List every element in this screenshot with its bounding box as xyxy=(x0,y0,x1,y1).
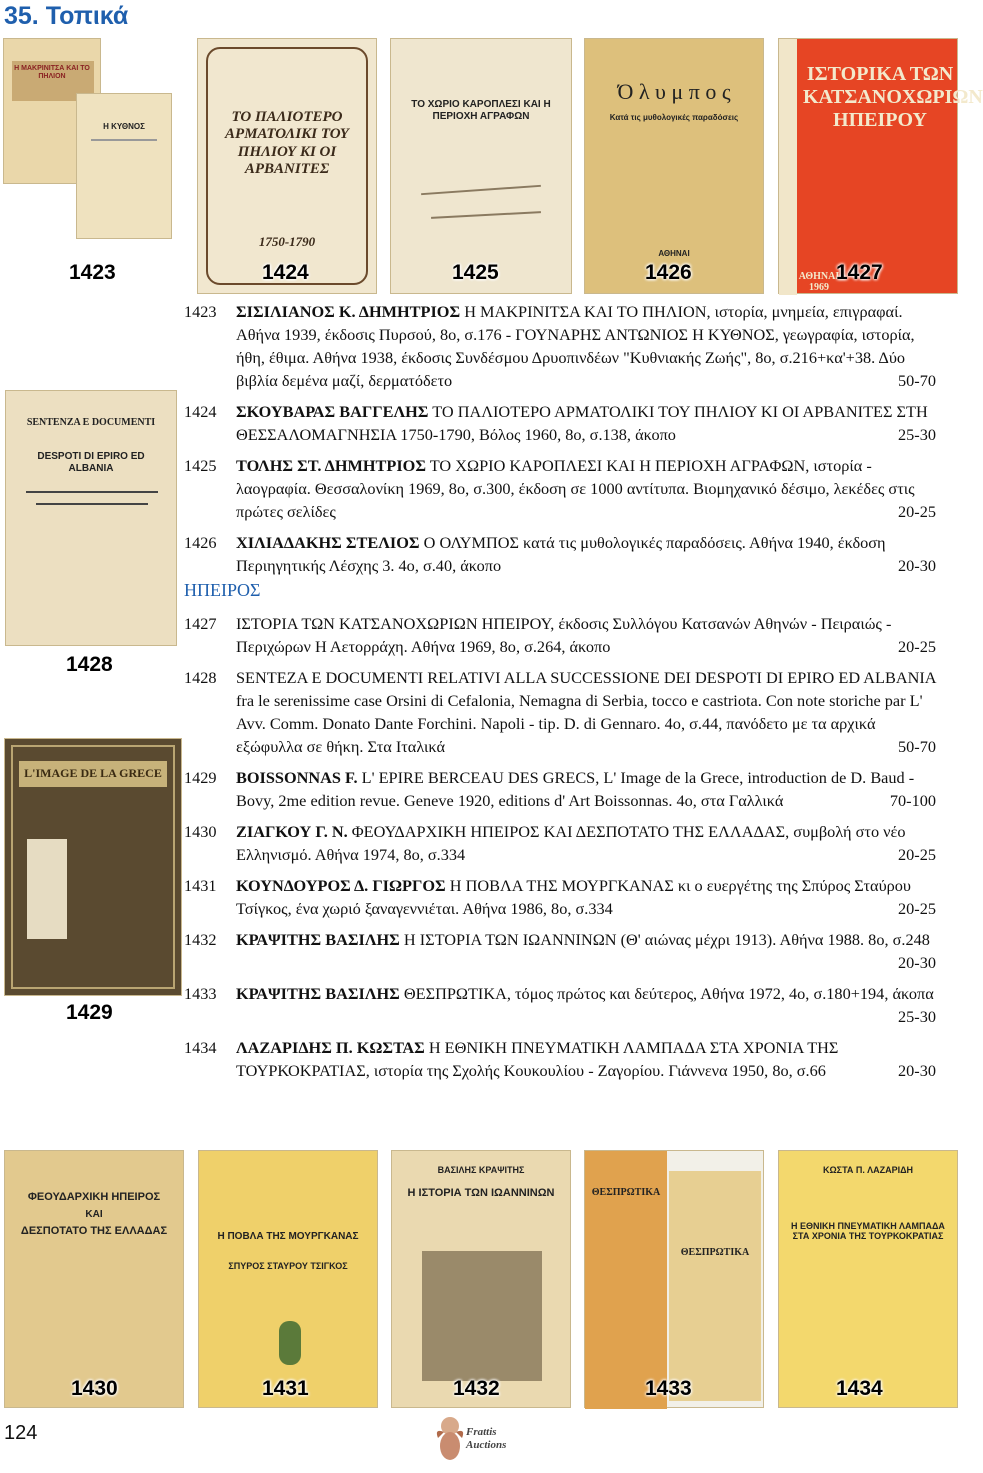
cover-title: Η ΙΣΤΟΡΙΑ ΤΩΝ ΙΩΑΝΝΙΝΩΝ xyxy=(407,1187,555,1199)
lot-estimate: 20-30 xyxy=(898,1061,936,1080)
lot-description: Η ΙΣΤΟΡΙΑ ΤΩΝ ΙΩΑΝΝΙΝΩΝ (Θ' αιώνας μέχρι 1913). Αθήνα 1988. 8ο, σ.248 xyxy=(399,930,930,949)
lot-number: 1428 xyxy=(184,668,217,687)
page-number: 124 xyxy=(4,1422,38,1444)
list-item xyxy=(184,300,936,392)
cover-title: ΤΟ ΠΑΛΙΟΤΕΡΟ ΑΡΜΑΤΟΛΙΚΙ ΤΟΥ ΠΗΛΙΟΥ ΚΙ ΟΙ ΑΡΒΑΝΙΤΕΣ xyxy=(225,109,349,177)
list-item xyxy=(184,1036,936,1082)
logo-line-2: Auctions xyxy=(466,1439,507,1451)
lot-label-1426: 1426 xyxy=(645,261,692,284)
cover-title: L'IMAGE DE LA GRECE xyxy=(24,766,162,780)
cover-title: Η ΜΑΚΡΙΝΙΤΣΑ ΚΑΙ ΤΟ ΠΗΛΙΟΝ xyxy=(14,65,90,81)
lot-label-1424: 1424 xyxy=(262,261,309,284)
lot-label-1432: 1432 xyxy=(453,1377,500,1400)
lot-author: ΧΙΛΙΑΔΑΚΗΣ ΣΤΕΛΙΟΣ xyxy=(236,533,420,552)
cover-year: 1969 xyxy=(809,282,829,293)
lot-estimate: 25-30 xyxy=(898,1007,936,1026)
lot-estimate: 20-25 xyxy=(898,637,936,656)
cover-subtitle: DESPOTI DI EPIRO ED ALBANIA xyxy=(37,451,145,474)
lot-estimate: 50-70 xyxy=(898,371,936,390)
lot-description: Η ΠΟΒΛΑ ΤΗΣ ΜΟΥΡΓΚΑΝΑΣ κι ο ευεργέτης της Σπύρος Σταύρου Τσίγκος, ένα χωριό ξαναγεννιέται. Αθήνα 1986, 8ο, σ.334 xyxy=(236,876,911,918)
cover-subtitle: ΣΠΥΡΟΣ ΣΤΑΥΡΟΥ ΤΣΙΓΚΟΣ xyxy=(228,1261,348,1271)
list-item xyxy=(184,454,936,523)
cover-subtitle: ΔΕΣΠΟΤΑΤΟ ΤΗΣ ΕΛΛΑΔΑΣ xyxy=(20,1225,168,1237)
lot-description: Η ΜΑΚΡΙΝΙΤΣΑ ΚΑΙ ΤΟ ΠΗΛΙΟΝ, ιστορία, μνημεία, επιγραφαί. Αθήνα 1939, έκδοσις Πυρσού, 8ο, σ.176 - ΓΟΥΝΑΡΗΣ ΑΝΤΩΝΙΟΣ Η ΚΥΘΝΟΣ, γεωγραφία, ιστορία, ήθη, έθιμα. Αθήνα 1938, έκδοσις Συνδέσμου Δρυοπινδέων "Κυθνιακής Ζωής", 8ο, σ.216+κα'+38. Δύο βιβλία δεμένα μαζί, δερματόδετο xyxy=(236,302,915,390)
lot-description: ΤΟ ΠΑΛΙΟΤΕΡΟ ΑΡΜΑΤΟΛΙΚΙ ΤΟΥ ΠΗΛΙΟΥ ΚΙ ΟΙ ΑΡΒΑΝΙΤΕΣ ΣΤΗ ΘΕΣΣΑΛΟΜΑΓΝΗΣΙΑ 1750-1790, Βόλος 1960, 8ο, σ.138, άκοπο xyxy=(236,402,928,444)
cover-image-1430 xyxy=(4,1150,184,1408)
lot-description: ΦΕΟΥΔΑΡΧΙΚΗ ΗΠΕΙΡΟΣ ΚΑΙ ΔΕΣΠΟΤΑΤΟ ΤΗΣ ΕΛΛΑΔΑΣ, συμβολή στο νέο Ελληνισμό. Αθήνα 1974, 8ο, σ.334 xyxy=(236,822,906,864)
lot-estimate: 20-30 xyxy=(898,556,936,575)
lot-author: ΚΡΑΨΙΤΗΣ ΒΑΣΙΛΗΣ xyxy=(236,984,400,1003)
lot-description: SENTEZA E DOCUMENTI RELATIVI ALLA SUCCESSIONE DEI DESPOTI DI EPIRO ED ALBANIA fra le serenissime case Orsini di Cefalonia, Nemagna di Serbia, tocco e castriota. Con note storiche par L' Avv. Comm. Donato Dante Forchini. Napoli - tip. D. di Gennaro. 4ο, σ.44, πανόδετο με τα αρχικά εξώφυλλα σε θήκη. Στα Ιταλικά xyxy=(236,668,936,756)
cover-image-1427 xyxy=(778,38,983,294)
lot-number: 1434 xyxy=(184,1038,217,1057)
lot-estimate: 70-100 xyxy=(889,791,936,810)
list-item xyxy=(184,400,936,446)
lot-estimate: 20-25 xyxy=(898,502,936,521)
lot-author: ΣΚΟΥΒΑΡΑΣ ΒΑΓΓΕΛΗΣ xyxy=(236,402,429,421)
cover-title: ΤΟ ΧΩΡΙΟ ΚΑΡΟΠΛΕΣΙ ΚΑΙ Η ΠΕΡΙΟΧΗ ΑΓΡΑΦΩΝ xyxy=(411,99,551,122)
cover-title: ΙΣΤΟΡΙΚΑ ΤΩΝ ΚΑΤΣΑΝΟΧΩΡΙΩΝ ΗΠΕΙΡΟΥ xyxy=(803,63,983,131)
cover-image-1433 xyxy=(584,1150,764,1408)
lot-label-1430: 1430 xyxy=(71,1377,118,1400)
cover-image-1425 xyxy=(390,38,572,294)
lot-estimate: 50-70 xyxy=(898,737,936,756)
cover-title: ΦΕΟΥΔΑΡΧΙΚΗ ΗΠΕΙΡΟΣ xyxy=(27,1191,161,1203)
lot-author: ΚΟΥΝΔΟΥΡΟΣ Δ. ΓΙΩΡΓΟΣ xyxy=(236,876,446,895)
cover-author: ΒΑΣΙΛΗΣ ΚΡΑΨΙΤΗΣ xyxy=(437,1165,525,1175)
cover-title-vol2: ΘΕΣΠΡΩΤΙΚΑ xyxy=(680,1247,750,1258)
lot-label-1431: 1431 xyxy=(262,1377,309,1400)
logo-line-1: Frattis xyxy=(466,1426,497,1438)
lot-number: 1431 xyxy=(184,876,217,895)
cover-subtitle: Κατά τις μυθολογικές παραδόσεις xyxy=(609,113,739,122)
lot-author: BOISSONNAS F. xyxy=(236,768,358,787)
lot-author: ΖΙΑΓΚΟΥ Γ. Ν. xyxy=(236,822,348,841)
lot-description: ΙΣΤΟΡΙΑ ΤΩΝ ΚΑΤΣΑΝΟΧΩΡΙΩΝ ΗΠΕΙΡΟΥ, έκδοσις Συλλόγου Κατσανών Αθηνών - Πειραιώς - Περιχώρων Η Αετορράχη. Αθήνα 1969, 8ο, σ.264, άκοπο xyxy=(236,614,892,656)
cover-title: Η ΕΘΝΙΚΗ ΠΝΕΥΜΑΤΙΚΗ ΛΑΜΠΑΔΑ ΣΤΑ ΧΡΟΝΙΑ ΤΗΣ ΤΟΥΡΚΟΚΡΑΤΙΑΣ xyxy=(791,1221,945,1242)
lot-number: 1432 xyxy=(184,930,217,949)
cover-image-1428 xyxy=(5,390,177,646)
cover-image-1432 xyxy=(391,1150,571,1408)
cover-place: ΑΘΗΝΑΙ xyxy=(658,249,690,258)
lot-author: ΛΑΖΑΡΙΔΗΣ Π. ΚΩΣΤΑΣ xyxy=(236,1038,425,1057)
lot-description: L' EPIRE BERCEAU DES GRECS, L' Image de la Grece, introduction de D. Baud - Bovy, 2me edition revue. Geneve 1920, editions d' Art Boissonnas. 4ο, στα Γαλλικά xyxy=(236,768,915,810)
list-item xyxy=(184,666,936,758)
lot-description: ΤΟ ΧΩΡΙΟ ΚΑΡΟΠΛΕΣΙ ΚΑΙ Η ΠΕΡΙΟΧΗ ΑΓΡΑΦΩΝ, ιστορία - λαογραφία. Θεσσαλονίκη 1969, 8ο, σ.300, έκδοση σε 1000 αντίτυπα. Βιομηχανικό δέσιμο, λεκέδες στις πρώτες σελίδες xyxy=(236,456,915,521)
cover-title: Ό λ υ μ π ο ς xyxy=(617,79,731,104)
lot-label-1429: 1429 xyxy=(66,1001,113,1024)
lot-number: 1425 xyxy=(184,456,217,475)
list-item xyxy=(184,928,936,974)
lot-label-1428: 1428 xyxy=(66,653,113,676)
list-item xyxy=(184,612,936,658)
lot-description: ΘΕΣΠΡΩΤΙΚΑ, τόμος πρώτος και δεύτερος, Αθήνα 1972, 4ο, σ.180+194, άκοπα xyxy=(399,984,934,1003)
lot-number: 1433 xyxy=(184,984,217,1003)
cover-image-1424 xyxy=(197,38,377,294)
lot-listing xyxy=(184,300,936,1090)
lot-number: 1426 xyxy=(184,533,217,552)
list-item xyxy=(184,820,936,866)
lot-label-1434: 1434 xyxy=(836,1377,883,1400)
cover-image-1426 xyxy=(584,38,764,294)
section-heading: ΗΠΕΙΡΟΣ xyxy=(184,580,261,600)
list-item xyxy=(184,766,936,812)
lot-number: 1423 xyxy=(184,302,217,321)
cover-place: ΑΘΗΝΑΙ xyxy=(798,271,840,282)
lot-author: ΤΟΛΗΣ ΣΤ. ΔΗΜΗΤΡΙΟΣ xyxy=(236,456,426,475)
lot-description: Η ΕΘΝΙΚΗ ΠΝΕΥΜΑΤΙΚΗ ΛΑΜΠΑΔΑ ΣΤΑ ΧΡΟΝΙΑ ΤΗΣ ΤΟΥΡΚΟΚΡΑΤΙΑΣ, ιστορία της Σχολής Κουκουλίου - Ζαγορίου. Γιάννενα 1950, 8ο, σ.66 xyxy=(236,1038,839,1080)
cover-author: ΚΩΣΤΑ Π. ΛΑΖΑΡΙΔΗ xyxy=(822,1165,914,1175)
cover-title-vol1: ΘΕΣΠΡΩΤΙΚΑ xyxy=(591,1187,661,1198)
lot-number: 1429 xyxy=(184,768,217,787)
lot-estimate: 25-30 xyxy=(898,425,936,444)
cover-image-1431 xyxy=(198,1150,378,1408)
lot-label-1423: 1423 xyxy=(69,261,116,284)
cover-date: 1750-1790 xyxy=(258,234,316,249)
lot-label-1425: 1425 xyxy=(452,261,499,284)
lot-label-1427: 1427 xyxy=(836,261,883,284)
lot-estimate: 20-25 xyxy=(898,845,936,864)
list-item xyxy=(184,531,936,577)
cover-image-1434 xyxy=(778,1150,958,1408)
lot-author: ΣΙΣΙΛΙΑΝΟΣ Κ. ΔΗΜΗΤΡΙΟΣ xyxy=(236,302,461,321)
cover-image-1423b xyxy=(76,93,172,239)
cover-image-1429 xyxy=(4,738,182,996)
list-item xyxy=(184,982,936,1028)
lot-author: ΚΡΑΨΙΤΗΣ ΒΑΣΙΛΗΣ xyxy=(236,930,400,949)
cover-title: Η ΚΥΘΝΟΣ xyxy=(103,122,145,131)
lot-estimate: 20-25 xyxy=(898,899,936,918)
frattis-auctions-logo xyxy=(436,1412,566,1468)
lot-number: 1427 xyxy=(184,614,217,633)
lot-description: Ο ΟΛΥΜΠΟΣ κατά τις μυθολογικές παραδόσεις. Αθήνα 1940, έκδοση Περιηγητικής Λέσχης 3. 4ο, σ.40, άκοπο xyxy=(236,533,886,575)
lot-estimate: 20-30 xyxy=(898,953,936,972)
page-title: 35. Τοπικά xyxy=(4,2,129,30)
cover-and: ΚΑΙ xyxy=(85,1209,103,1220)
lot-number: 1430 xyxy=(184,822,217,841)
lot-number: 1424 xyxy=(184,402,217,421)
cover-title: Η ΠΟΒΛΑ ΤΗΣ ΜΟΥΡΓΚΑΝΑΣ xyxy=(217,1231,359,1242)
lot-label-1433: 1433 xyxy=(645,1377,692,1400)
cover-title: SENTENZA E DOCUMENTI xyxy=(26,417,156,428)
list-item xyxy=(184,874,936,920)
cherub-icon xyxy=(436,1412,466,1468)
